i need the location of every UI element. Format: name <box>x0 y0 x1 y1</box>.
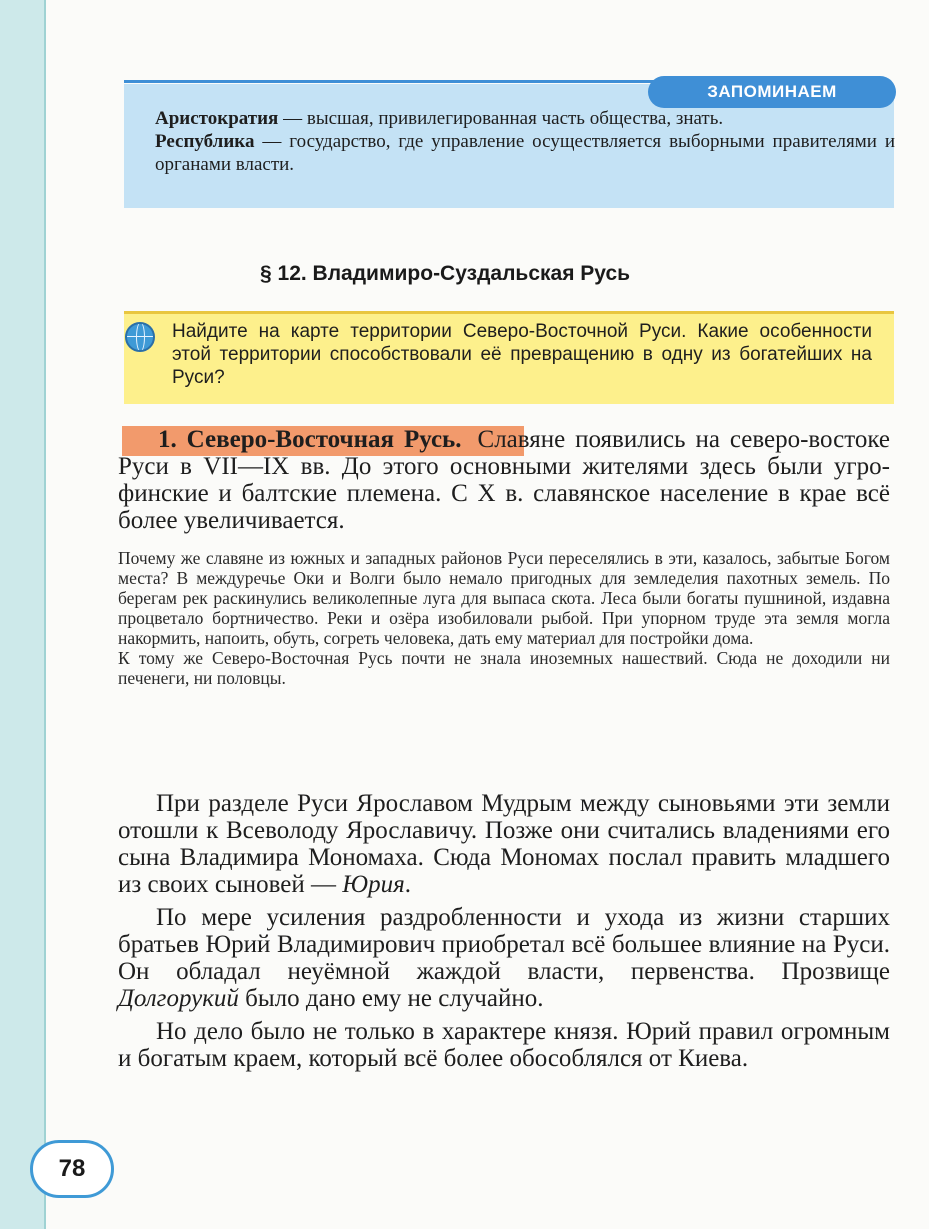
question-box-border <box>124 311 894 314</box>
page-number: 78 <box>30 1140 114 1198</box>
body-paragraph-1-end: . <box>404 871 411 898</box>
small-print-paragraph-2: К тому же Северо-Восточная Русь почти не знала иноземных нашествий. Сюда не доходили ни печенеги, ни половцы. <box>118 648 890 688</box>
margin-stripe <box>0 0 44 1229</box>
body-paragraph-3: Но дело было не только в характере князя. Юрий правил огромным и богатым краем, который всё более обособлялся от Киева. <box>118 1018 890 1072</box>
main-body <box>118 790 890 1078</box>
definition-aristocracy-text: — высшая, привилегированная часть общества, знать. <box>278 108 724 129</box>
body-paragraph-1 <box>118 790 890 898</box>
body-paragraph-2-end: было дано ему не случайно. <box>238 985 544 1012</box>
subsection-title: 1. Северо-Восточная Русь. <box>158 426 462 453</box>
section-heading: § 12. Владимиро-Суздальская Русь <box>260 262 631 285</box>
remember-definitions <box>155 107 895 176</box>
margin-line <box>44 0 46 1229</box>
body-paragraph-2 <box>118 904 890 1012</box>
small-print-paragraph-1: Почему же славяне из южных и западных районов Руси переселялись в эти, казалось, забытые Богом места? В междуречье Оки и Волги было немало пригодных для земледелия пахотных земель. По берегам рек раскинулись великолепные луга для выпаса скота. Леса были богаты пушниной, издавна процветало бортничество. Реки и озёра изобиловали рыбой. При упорном труде эта земля могла накормить, напоить, обуть, согреть человека, дать ему материал для постройки дома. <box>118 548 890 648</box>
definition-republic <box>155 130 895 176</box>
definition-republic-text: — государство, где управление осуществляется выборными правителями и органами власти. <box>155 131 895 175</box>
question-text: Найдите на карте территории Северо-Восточной Руси. Какие особенности этой территории способствовали её превращению в одну из богатейших на Руси? <box>172 321 872 388</box>
term-aristocracy: Аристократия <box>155 108 279 129</box>
remember-tag: ЗАПОМИНАЕМ <box>648 76 896 108</box>
lead-text: Славяне появились на северо-востоке Руси в VII—IX вв. До этого основными жителями здесь были угро-финские и балтские племена. С X в. славянское население в крае всё более увеличивается. <box>118 426 890 534</box>
body-paragraph-1-text: При разделе Руси Ярославом Мудрым между сыновьями эти земли отошли к Всеволоду Ярославичу. Позже они считались владениями его сына Владимира Мономаха. Сюда Мономах послал править младшего из своих сыновей — <box>118 790 890 898</box>
definition-aristocracy <box>155 107 895 130</box>
term-republic: Республика <box>155 131 255 152</box>
small-print-block <box>118 548 890 688</box>
name-yuri: Юрия <box>342 871 405 898</box>
remember-box-border <box>124 80 724 83</box>
nickname-dolgoruky: Долгорукий <box>118 985 239 1012</box>
globe-icon <box>125 322 155 352</box>
lead-paragraph <box>118 426 890 534</box>
body-paragraph-2-text: По мере усиления раздробленности и ухода из жизни старших братьев Юрий Владимирович приобретал всё большее влияние на Руси. Он обладал неуёмной жаждой власти, первенства. Прозвище <box>118 904 890 985</box>
